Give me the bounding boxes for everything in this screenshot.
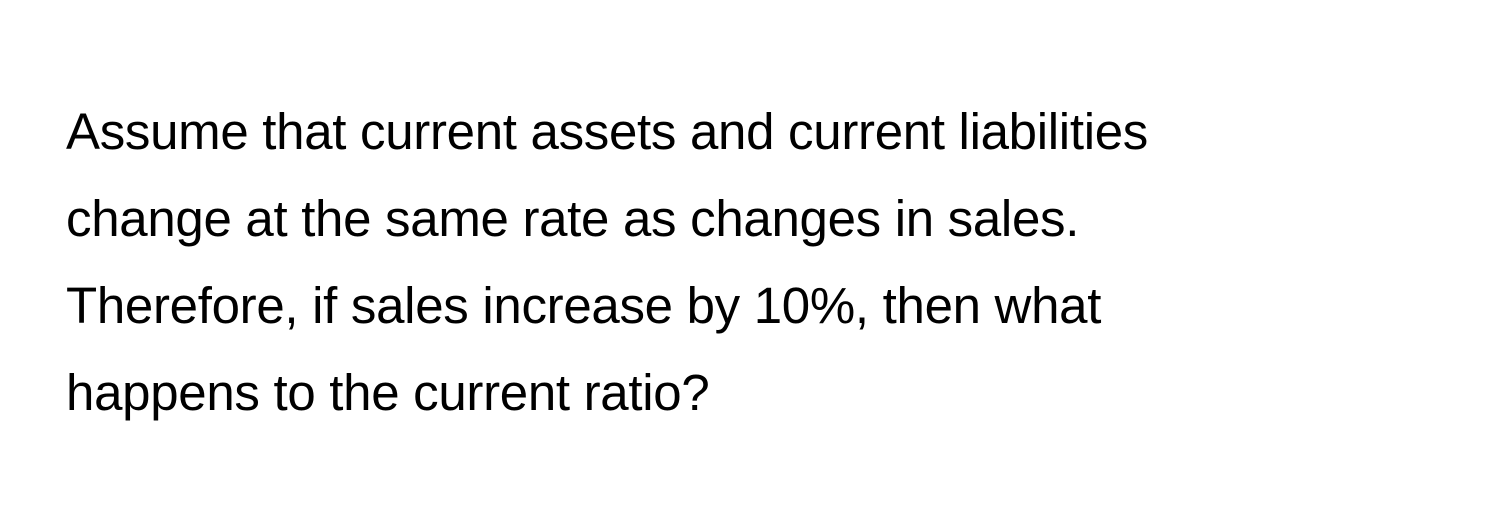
- question-line: Assume that current assets and current liabilities: [66, 103, 1148, 160]
- question-line: change at the same rate as changes in sales.: [66, 190, 1080, 247]
- question-line: Therefore, if sales increase by 10%, then what: [66, 277, 1102, 334]
- question-text: [66, 88, 1466, 436]
- question-line: happens to the current ratio?: [66, 364, 710, 421]
